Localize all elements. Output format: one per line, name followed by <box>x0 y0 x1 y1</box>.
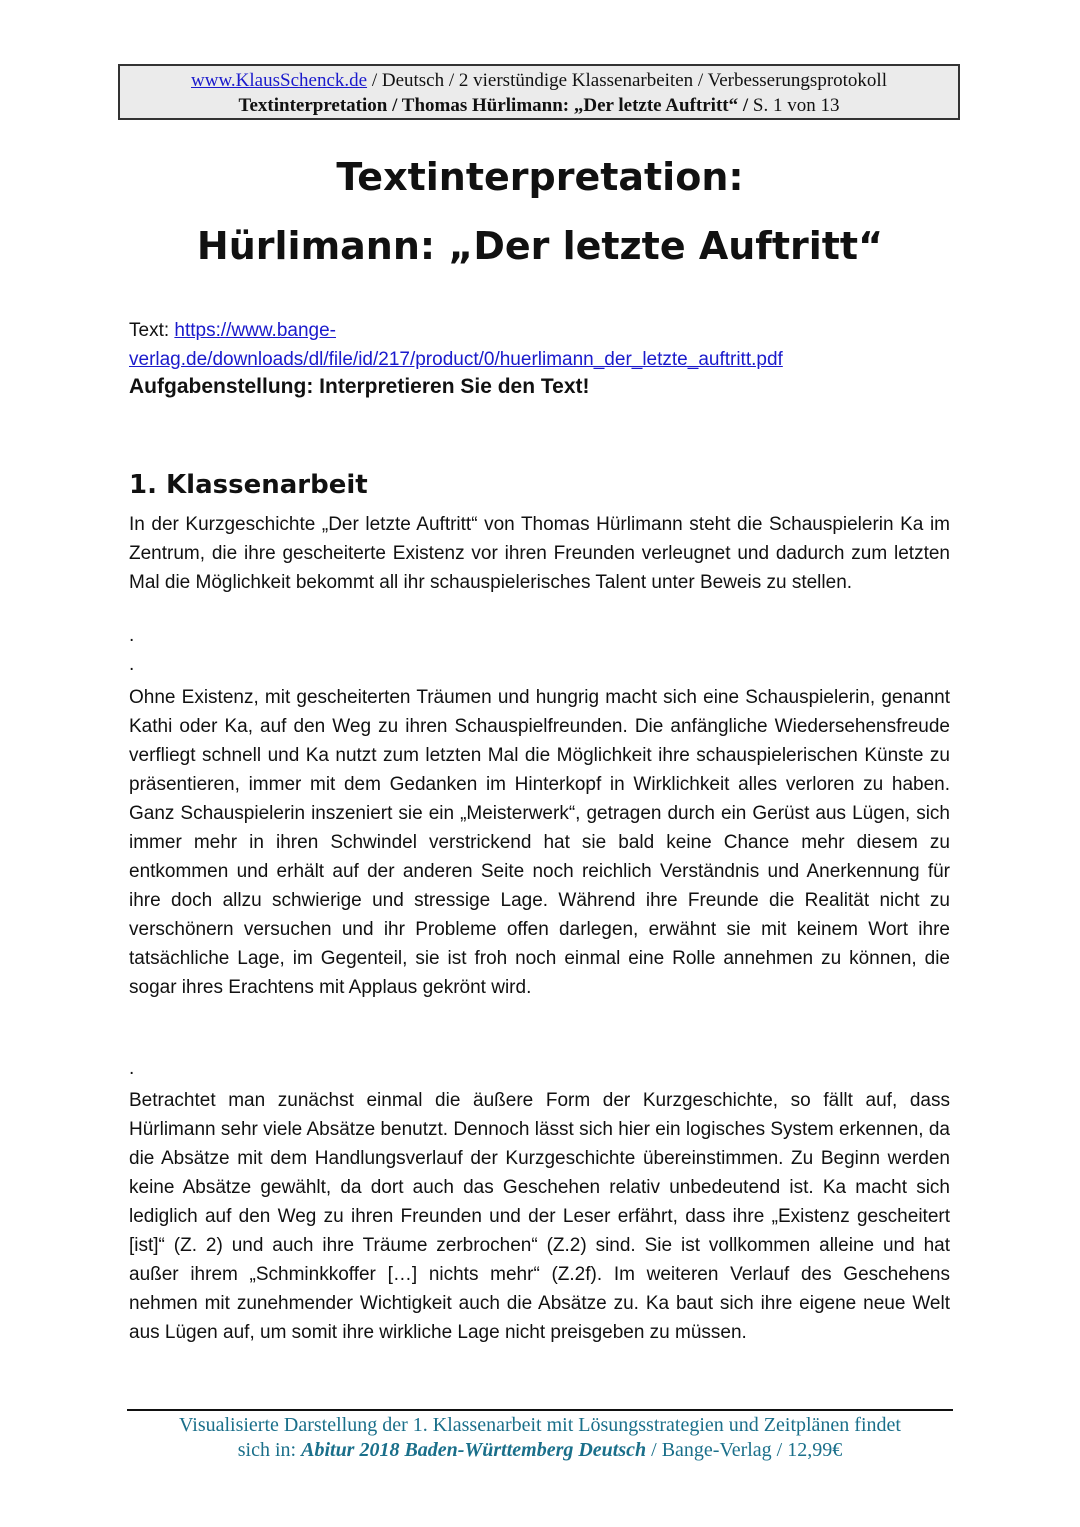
separator-dot: . <box>129 1058 135 1079</box>
source-reference <box>129 316 959 374</box>
header-line-1-text: / Deutsch / 2 vierstündige Klassenarbeiten / Verbesserungsprotokoll <box>367 70 887 91</box>
summary-paragraph: Ohne Existenz, mit gescheiterten Träumen und hungrig macht sich eine Schauspielerin, genannt Kathi oder Ka, auf den Weg zu ihren Schauspielfreunden. Die anfängliche Wiedersehensfreude verfliegt schnell und Ka nutzt zum letzten Mal die Möglichkeit ihre schauspielerischen Künste zu präsentieren, immer mit dem Gedanken im Hinterkopf in Wirklichkeit alles verloren zu haben. Ganz Schauspielerin inszeniert sie ein „Meisterwerk“, getragen durch ein Gerüst aus Lügen, sich immer mehr in ihren Schwindel verstrickend hat sie bald keine Chance mehr diesem zu entkommen und erhält auf der anderen Seite noch reichlich Verständnis und Anerkennung für ihre doch allzu schwierige und stressige Lage. Während ihre Freunde die Realität nicht zu verschönern versuchen und ihr Probleme offen darlegen, erwähnt sie mit keinem Wort ihre tatsächliche Lage, im Gegenteil, sie ist froh noch einmal eine Rolle annehmen zu können, die sogar ihres Erachtens mit Applaus gekrönt wird. <box>129 687 950 998</box>
source-label: Text: <box>129 320 175 341</box>
header-line-1 <box>120 68 958 93</box>
separator-dot: . <box>129 625 135 646</box>
header-line-2 <box>120 93 958 118</box>
website-link[interactable]: www.KlausSchenck.de <box>191 70 368 91</box>
intro-paragraph: In der Kurzgeschichte „Der letzte Auftritt“ von Thomas Hürlimann steht die Schauspielerin Ka im Zentrum, die ihre gescheiterte Existenz vor ihren Freunden verleugnet und dadurch zum letzten Mal die Möglichkeit bekommt all ihr schauspielerisches Talent unter Beweis zu stellen. <box>129 514 950 593</box>
source-url-part-1[interactable]: https://www.bange- <box>174 320 336 341</box>
page-footer <box>0 1413 1080 1463</box>
task-statement: Aufgabenstellung: Interpretieren Sie den Text! <box>129 375 590 398</box>
footer-book-title: Abitur 2018 Baden-Württemberg Deutsch <box>301 1439 647 1461</box>
form-analysis-paragraph: Betrachtet man zunächst einmal die äußere Form der Kurzgeschichte, so fällt auf, dass Hürlimann sehr viele Absätze benutzt. Dennoch lässt sich hier ein logisches System erkennen, da die Absätze mit dem Handlungsverlauf der Kurzgeschichte übereinstimmen. Zu Beginn werden keine Absätze gewählt, da dort auch das Geschehen relativ unbedeutend ist. Ka macht sich lediglich auf den Weg zu ihren Freunden und der Leser erfährt, dass ihre „Existenz gescheitert [ist]“ (Z. 2) und auch ihre Träume zerbrochen“ (Z.2) sind. Sie ist vollkommen alleine und hat außer ihrem „Schminkkoffer […] nichts mehr“ (Z.2f). Im weiteren Verlauf des Geschehens nehmen mit zunehmender Wichtigkeit auch die Absätze zu. Ka baut sich ihre eigene neue Welt aus Lügen auf, um somit ihre wirkliche Lage nicht preisgeben zu müssen. <box>129 1090 950 1343</box>
source-url-part-2[interactable]: verlag.de/downloads/dl/file/id/217/product/0/huerlimann_der_letzte_auftritt.pdf <box>129 349 783 370</box>
document-title-line-1: Textinterpretation: <box>336 155 744 199</box>
document-title-line-2: Hürlimann: „Der letzte Auftritt“ <box>196 224 884 268</box>
header-page-number: S. 1 von 13 <box>748 95 840 116</box>
separator-dot: . <box>129 654 135 675</box>
footer-publisher: / Bange-Verlag / 12,99€ <box>646 1439 843 1461</box>
header-doc-title: Textinterpretation / Thomas Hürlimann: „Der letzte Auftritt“ / <box>238 95 749 116</box>
source-link[interactable] <box>129 320 783 370</box>
footer-divider <box>127 1409 953 1411</box>
page-header <box>118 64 960 120</box>
footer-line-2 <box>0 1438 1080 1463</box>
footer-prefix: sich in: <box>237 1439 302 1461</box>
footer-line-1: Visualisierte Darstellung der 1. Klassenarbeit mit Lösungsstrategien und Zeitplänen findet <box>179 1414 901 1436</box>
section-heading: 1. Klassenarbeit <box>129 470 368 500</box>
